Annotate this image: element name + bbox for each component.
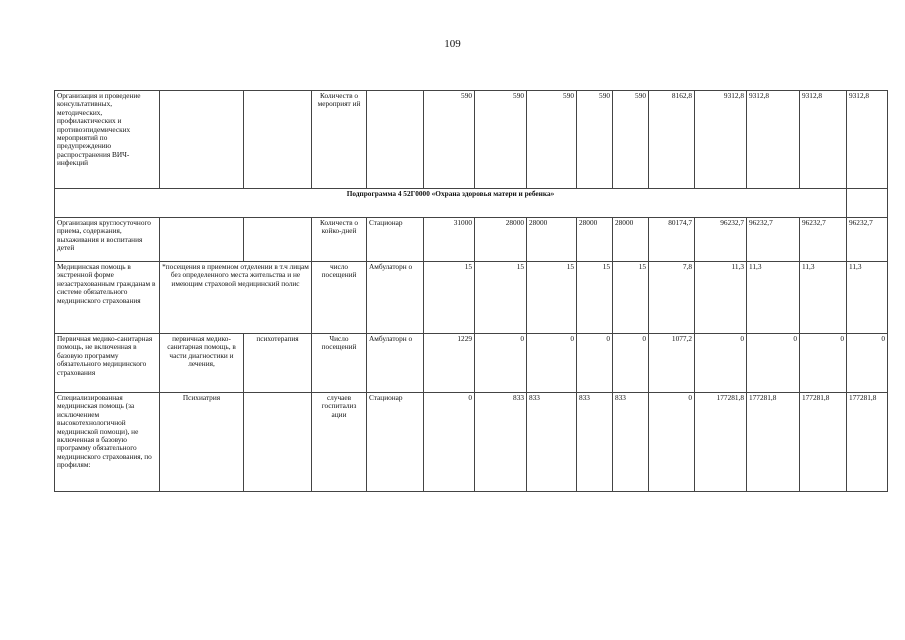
value-cell: 0 bbox=[649, 393, 695, 492]
value-cell: 177281,8 bbox=[695, 393, 747, 492]
value-cell: 590 bbox=[613, 91, 649, 189]
value-cell: 80174,7 bbox=[649, 218, 695, 262]
condition-cell bbox=[367, 91, 424, 189]
profile-cell bbox=[244, 218, 312, 262]
value-cell: 0 bbox=[475, 334, 527, 393]
value-cell: 0 bbox=[695, 334, 747, 393]
unit-cell: случаев госпитализ ации bbox=[312, 393, 367, 492]
condition-cell: Амбулаторн о bbox=[367, 334, 424, 393]
profile-cell bbox=[244, 393, 312, 492]
value-cell: 9312,8 bbox=[800, 91, 847, 189]
value-cell: 833 bbox=[613, 393, 649, 492]
table-row bbox=[55, 393, 888, 492]
value-cell: 28000 bbox=[527, 218, 577, 262]
table-row bbox=[55, 334, 888, 393]
unit-cell: Количеств о койко-дней bbox=[312, 218, 367, 262]
value-cell: 0 bbox=[424, 393, 475, 492]
empty-cell bbox=[847, 189, 888, 218]
value-cell: 0 bbox=[527, 334, 577, 393]
value-cell: 96232,7 bbox=[800, 218, 847, 262]
service-info-cell: Психиатрия bbox=[160, 393, 244, 492]
table-row bbox=[55, 262, 888, 334]
value-cell: 28000 bbox=[577, 218, 613, 262]
value-cell: 11,3 bbox=[800, 262, 847, 334]
unit-cell: число посещений bbox=[312, 262, 367, 334]
value-cell: 0 bbox=[577, 334, 613, 393]
value-cell: 15 bbox=[475, 262, 527, 334]
value-cell: 9312,8 bbox=[847, 91, 888, 189]
table-row bbox=[55, 91, 888, 189]
page-number: 109 bbox=[444, 38, 461, 50]
value-cell: 1077,2 bbox=[649, 334, 695, 393]
value-cell: 1229 bbox=[424, 334, 475, 393]
value-cell: 0 bbox=[847, 334, 888, 393]
unit-cell: Число посещений bbox=[312, 334, 367, 393]
service-info-cell bbox=[160, 91, 244, 189]
value-cell: 31000 bbox=[424, 218, 475, 262]
value-cell: 96232,7 bbox=[695, 218, 747, 262]
service-info-cell: *посещения в приемном отделении в т.ч лицам без определенного места жительства и не имеющим страховой медицинский полис bbox=[160, 262, 312, 334]
subprogram-title: Подпрограмма 4 52Г0000 «Охрана здоровья матери и ребенка» bbox=[55, 189, 847, 218]
service-name-cell: Организация круглосуточного приема, содержания, выхаживания и воспитания детей bbox=[55, 218, 160, 262]
profile-cell: психотерапия bbox=[244, 334, 312, 393]
value-cell: 0 bbox=[747, 334, 800, 393]
service-info-cell: первичная медико-санитарная помощь, в части диагностики и лечения, bbox=[160, 334, 244, 393]
value-cell: 28000 bbox=[475, 218, 527, 262]
service-info-cell bbox=[160, 218, 244, 262]
service-name-cell: Специализированная медицинская помощь (за исключением высокотехнологичной медицинской помощи), не включенная в базовую программу обязательного медицинского страхования, по профилям: bbox=[55, 393, 160, 492]
value-cell: 590 bbox=[475, 91, 527, 189]
value-cell: 15 bbox=[613, 262, 649, 334]
value-cell: 177281,8 bbox=[747, 393, 800, 492]
value-cell: 11,3 bbox=[747, 262, 800, 334]
value-cell: 15 bbox=[577, 262, 613, 334]
value-cell: 11,3 bbox=[695, 262, 747, 334]
value-cell: 28000 bbox=[613, 218, 649, 262]
value-cell: 11,3 bbox=[847, 262, 888, 334]
value-cell: 590 bbox=[424, 91, 475, 189]
value-cell: 833 bbox=[577, 393, 613, 492]
value-cell: 9312,8 bbox=[747, 91, 800, 189]
value-cell: 833 bbox=[527, 393, 577, 492]
condition-cell: Стационар bbox=[367, 218, 424, 262]
value-cell: 0 bbox=[613, 334, 649, 393]
service-name-cell: Организация и проведение консультативных, методических, профилактических и противоэпидемических мероприятий по предупреждению распространения ВИЧ-инфекций bbox=[55, 91, 160, 189]
unit-cell: Количеств о мероприят ий bbox=[312, 91, 367, 189]
service-name-cell: Первичная медико-санитарная помощь, не включенная в базовую программу обязательного медицинского страхования bbox=[55, 334, 160, 393]
value-cell: 0 bbox=[800, 334, 847, 393]
condition-cell: Стационар bbox=[367, 393, 424, 492]
service-name-cell: Медицинская помощь в экстренной форме незастрахованным гражданам в системе обязательного медицинского страхования bbox=[55, 262, 160, 334]
value-cell: 177281,8 bbox=[800, 393, 847, 492]
value-cell: 177281,8 bbox=[847, 393, 888, 492]
value-cell: 8162,8 bbox=[649, 91, 695, 189]
value-cell: 590 bbox=[577, 91, 613, 189]
condition-cell: Амбулаторн о bbox=[367, 262, 424, 334]
subprogram-row bbox=[55, 189, 888, 218]
value-cell: 9312,8 bbox=[695, 91, 747, 189]
value-cell: 15 bbox=[527, 262, 577, 334]
value-cell: 833 bbox=[475, 393, 527, 492]
table-row bbox=[55, 218, 888, 262]
program-table bbox=[54, 90, 888, 492]
value-cell: 96232,7 bbox=[847, 218, 888, 262]
value-cell: 7,8 bbox=[649, 262, 695, 334]
profile-cell bbox=[244, 91, 312, 189]
value-cell: 590 bbox=[527, 91, 577, 189]
value-cell: 15 bbox=[424, 262, 475, 334]
value-cell: 96232,7 bbox=[747, 218, 800, 262]
